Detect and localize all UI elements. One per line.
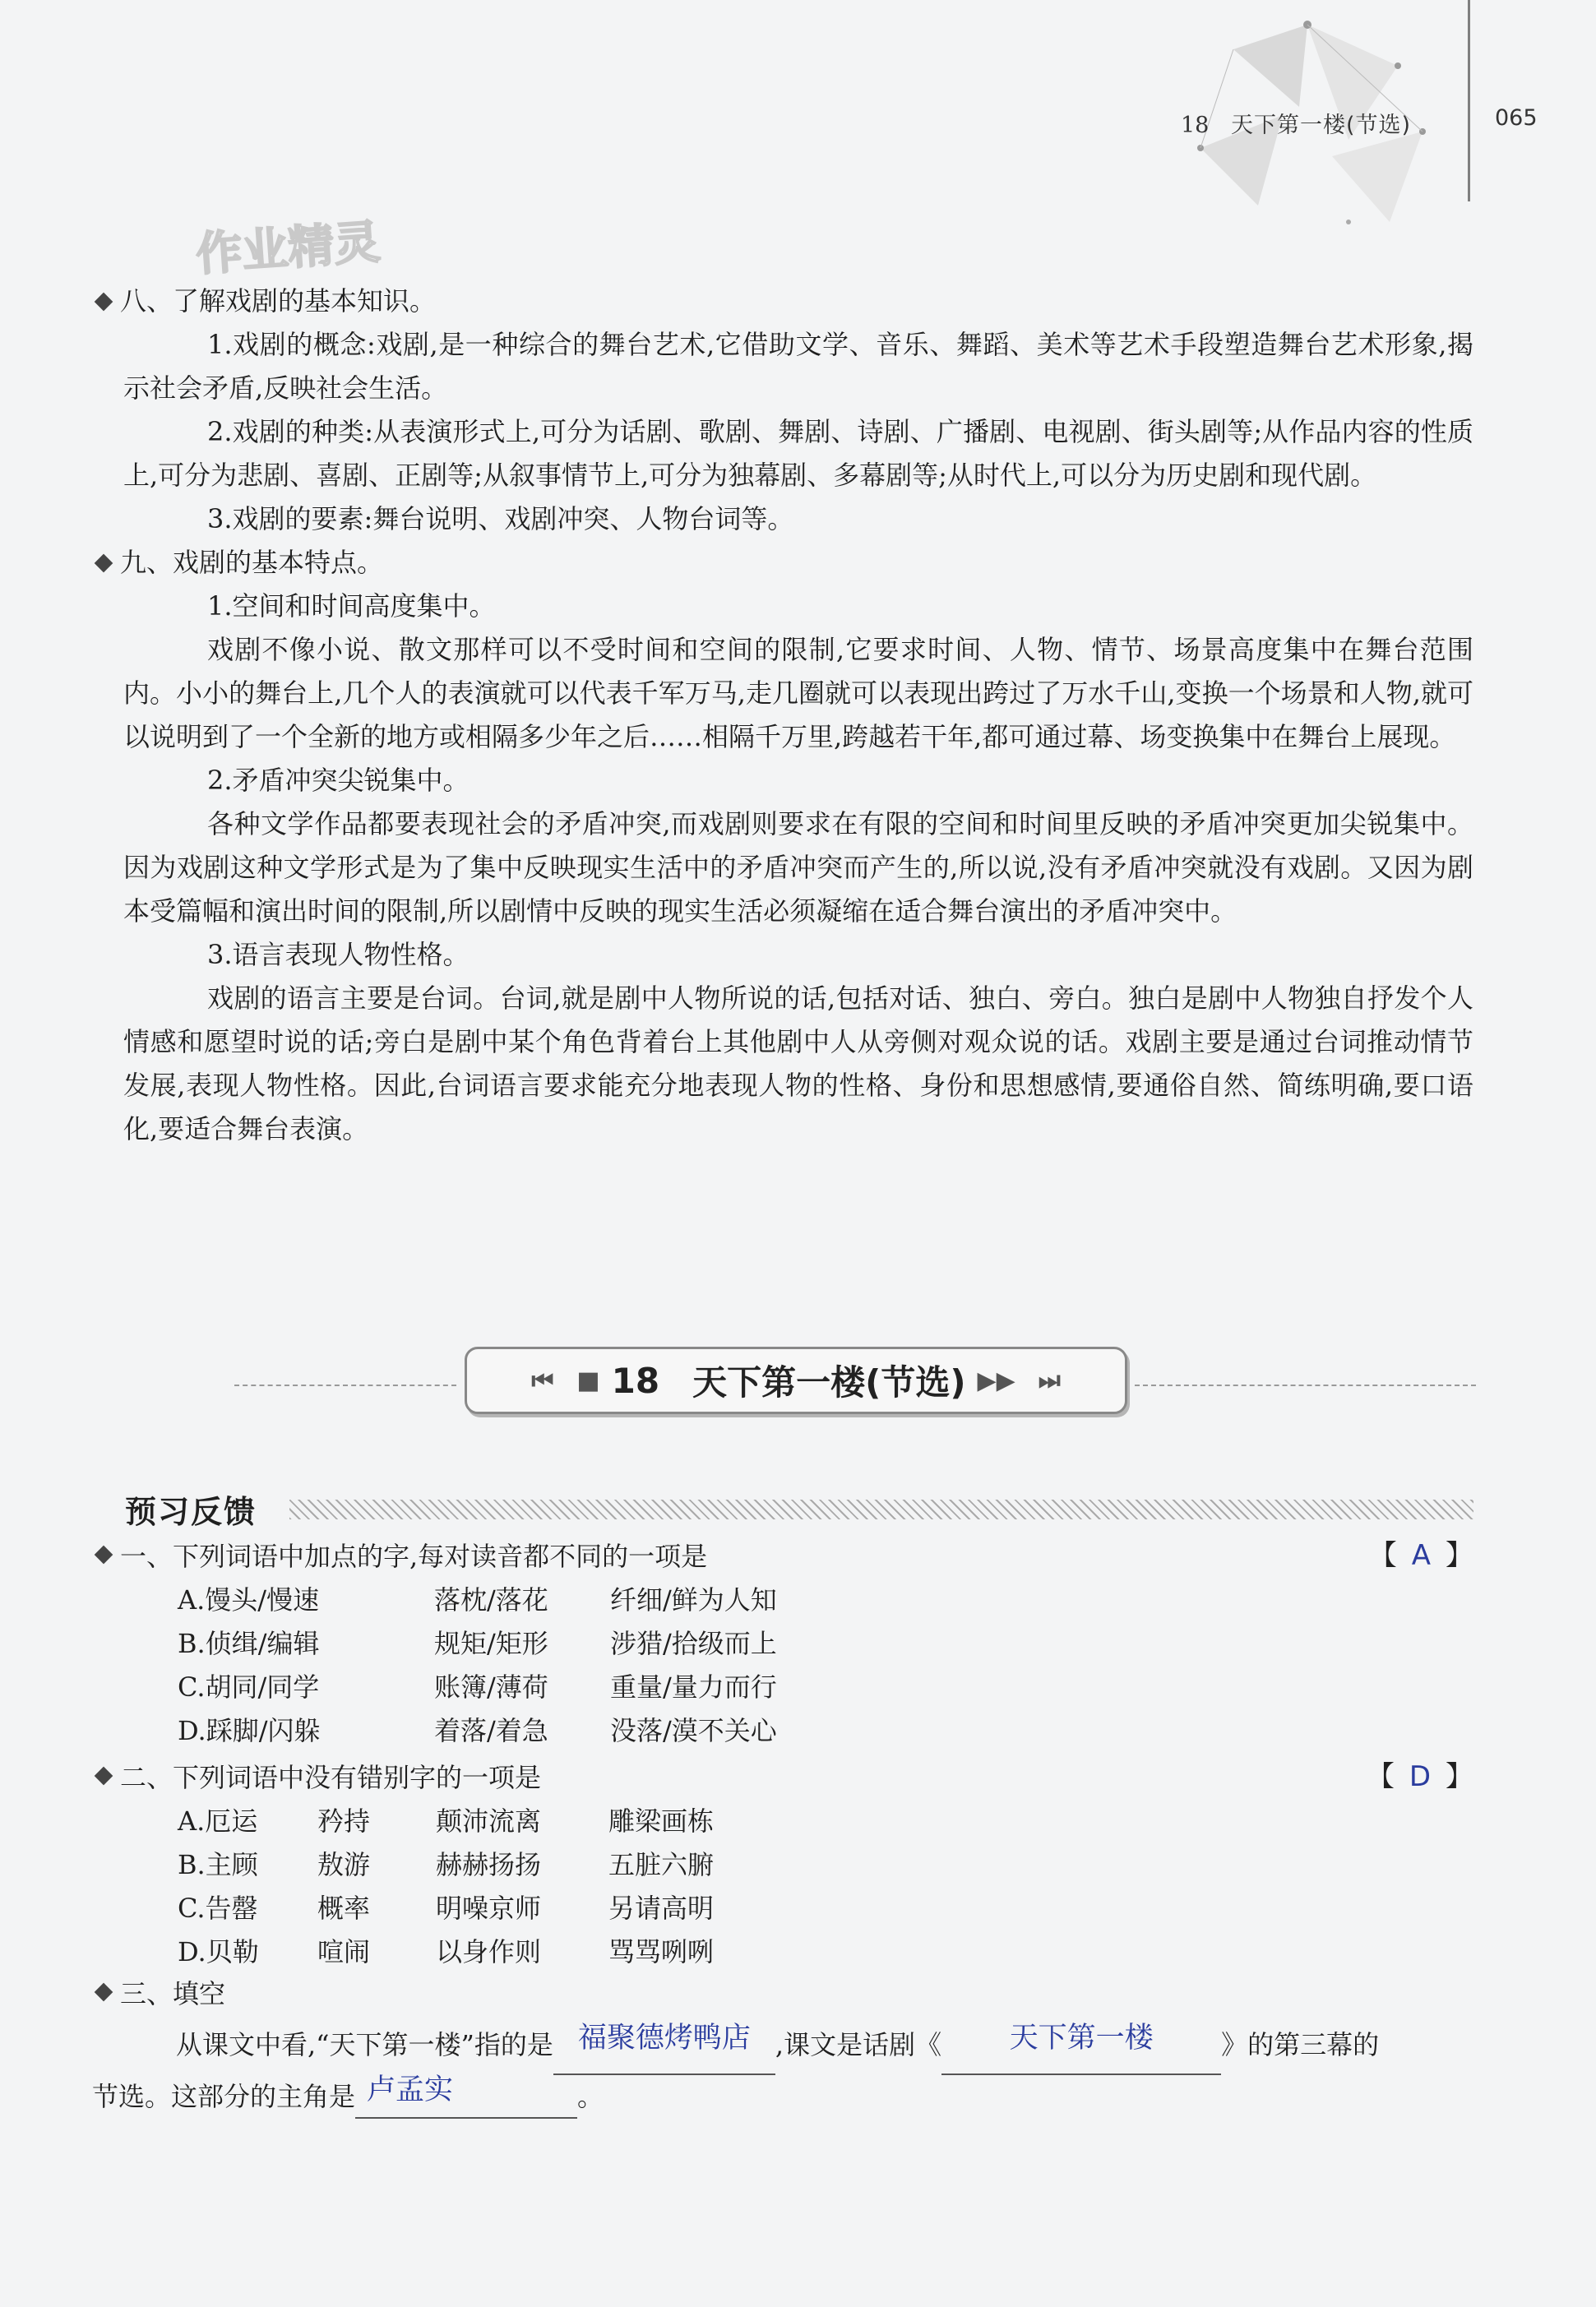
banner-dash-left [234,1385,456,1386]
answer-blank-3[interactable]: 卢孟实 [355,2084,577,2119]
diamond-bullet-icon [95,553,113,572]
question-1-stem: 一、下列词语中加点的字,每对读音都不同的一项是 [92,1533,1473,1576]
watermark: 作业精灵 [194,215,382,282]
section9-para-3: 戏剧的语言主要是台词。台词,就是剧中人物所说的话,包括对话、独白、旁白。独白是剧中人物独自抒发个人情感和愿望时说的话;旁白是剧中某个角色背着台上其他剧中人从旁侧对观众说的话。戏剧主要是通过台词推动情节发展,表现人物性格。因此,台词语言要求能充分地表现人物的性格、身份和思想感情,要通俗自然、简练明确,要口语化,要适合舞台表演。 [123,982,1473,1144]
section8-heading: 八、了解戏剧的基本知识。 [92,280,1473,323]
option-row: B.主顾 敖游 赫赫扬扬 五脏六腑 [178,1848,715,1880]
question-2-stem: 二、下列词语中没有错别字的一项是 [92,1754,1473,1797]
banner-lesson-title: 天下第一楼(节选) [692,1362,966,1403]
question-3-fill: 从课文中看,“天下第一楼”指的是 福聚德烤鸭店 ,课文是话剧《 天下第一楼 》的第三幕的 [92,2014,1473,2075]
preview-title-hatch [289,1500,1473,1519]
page-number: 065 [1495,105,1538,131]
lesson-banner [234,1347,1476,1412]
banner-box [465,1347,1127,1414]
diamond-bullet-icon [95,1982,113,2001]
question-2-options [178,1797,1473,1972]
skip-end-icon: ⏭ [1038,1366,1061,1395]
section9-para-1: 戏剧不像小说、散文那样可以不受时间和空间的限制,它要求时间、人物、情节、场景高度集中在舞台范围内。小小的舞台上,几个人的表演就可以代表千军万马,走几圈就可以表现出跨过了万水千山,变换一个场景和人物,就可以说明到了一个全新的地方或相隔多少年之后……相隔千万里,跨越若干年,都可通过幕、场变换集中在舞台上展现。 [123,634,1473,752]
question-1 [92,1533,1473,1750]
section8-para-2: 2.戏剧的种类:从表演形式上,可分为话剧、歌剧、舞剧、诗剧、广播剧、电视剧、街头剧等;从作品内容的性质上,可分为悲剧、喜剧、正剧等;从叙事情节上,可分为独幕剧、多幕剧等;从时代上,可以分为历史剧和现代剧。 [123,416,1473,491]
option-row: B.侦缉/编辑 规矩/矩形 涉猎/拾级而上 [178,1627,777,1659]
question-1-answer: 【 A 】 [1368,1539,1473,1572]
section8-para-3: 3.戏剧的要素:舞台说明、戏剧冲突、人物台词等。 [207,503,794,534]
header-rule [1468,0,1470,201]
section9-sub-2: 2.矛盾冲突尖锐集中。 [207,765,470,796]
option-row: A.馒头/慢速 落枕/落花 纤细/鲜为人知 [178,1583,777,1616]
forward-icon: ▶▶ [977,1366,1015,1395]
knowledge-section [92,280,1473,1151]
option-row: C.胡同/同学 账簿/薄荷 重量/量力而行 [178,1671,777,1703]
section9-sub-3: 3.语言表现人物性格。 [207,939,470,970]
header-lesson-number: 18 [1181,113,1210,138]
section8-para-1: 1.戏剧的概念:戏剧,是一种综合的舞台艺术,它借助文学、音乐、舞蹈、美术等艺术手段塑造舞台艺术形象,揭示社会矛盾,反映社会生活。 [123,329,1473,404]
section9-para-2: 各种文学作品都要表现社会的矛盾冲突,而戏剧则要求在有限的空间和时间里反映的矛盾冲突更加尖锐集中。因为戏剧这种文学形式是为了集中反映现实生活中的矛盾冲突而产生的,所以说,没有矛盾冲突就没有戏剧。又因为剧本受篇幅和演出时间的限制,所以剧情中反映的现实生活必须凝缩在适合舞台演出的矛盾冲突中。 [123,808,1473,927]
section9-sub-1: 1.空间和时间高度集中。 [207,590,496,622]
question-1-options [178,1576,1473,1750]
preview-title: 预习反馈 [125,1494,257,1530]
diamond-bullet-icon [95,1766,113,1785]
answer-blank-1[interactable]: 福聚德烤鸭店 [553,2041,775,2075]
option-row: C.告罄 概率 明噪京师 另请高明 [178,1892,715,1924]
diamond-bullet-icon [95,292,113,311]
banner-dash-right [1135,1385,1476,1386]
header-lesson-title: 天下第一楼(节选) [1230,113,1412,138]
diamond-bullet-icon [95,1545,113,1564]
square-icon: ■ [576,1366,600,1395]
option-row: D.踩脚/闪躲 着落/着急 没落/漠不关心 [178,1714,777,1746]
question-3-fill-line2: 节选。这部分的主角是 卢孟实 。 [92,2075,1473,2119]
question-2 [92,1754,1473,1972]
option-row: A.厄运 矜持 颠沛流离 雕梁画栋 [178,1805,715,1837]
option-row: D.贝勒 喧闹 以身作则 骂骂咧咧 [178,1935,715,1967]
question-3-heading: 三、填空 [92,1970,1473,2013]
question-2-answer: 【 D 】 [1366,1760,1473,1793]
banner-lesson-number: 18 [611,1360,660,1401]
answer-blank-2[interactable]: 天下第一楼 [941,2041,1221,2075]
running-header [1181,107,1411,139]
section9-heading: 九、戏剧的基本特点。 [92,541,1473,585]
rewind-icon: ⏮ [531,1366,554,1395]
